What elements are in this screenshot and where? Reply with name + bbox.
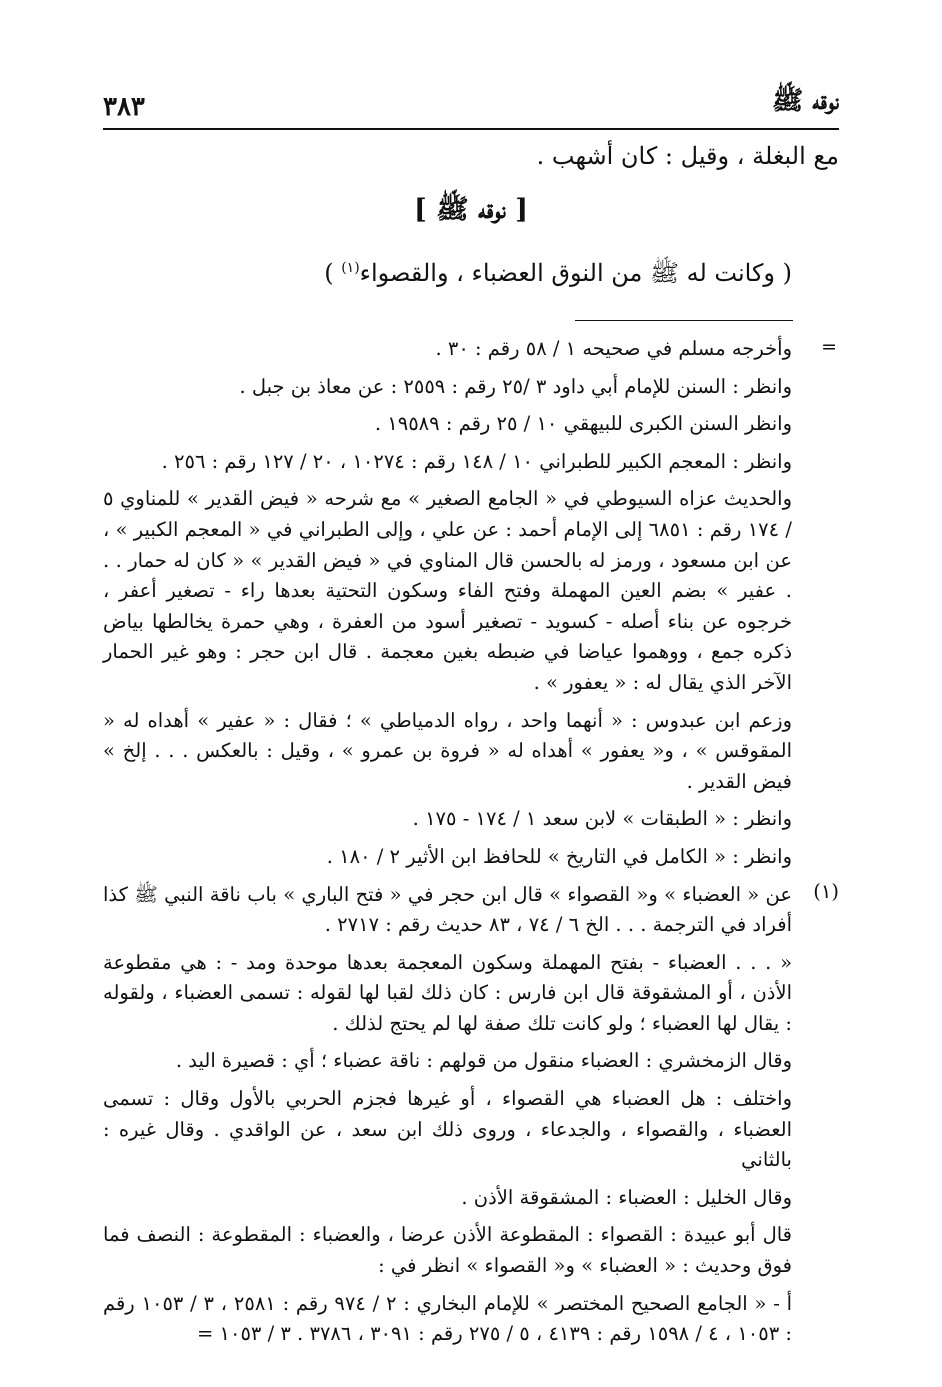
footnote-paragraph: وانظر : « الطبقات » لابن سعد ١ / ١٧٤ - ١٧٥ . [412,807,792,831]
footnote-paragraph: أ - « الجامع الصحيح المختصر » للإمام البخاري : ٢ / ٩٧٤ رقم : ٢٥٨١ ، ٣ / ١٠٥٣ رقم : ١٠٥٣ ، ٤ / ١٥٩٨ رقم : ٤١٣٩ ، ٥ / ٢٧٥ رقم : ٣٠٩١ ، ٣٧٨٦ . ٣ / ١٠٥٣ = [103,1291,792,1346]
footnote-paragraph: وقال الزمخشري : العضباء منقول من قولهم : ناقة عضباء ؛ أي : قصيرة اليد . [175,1049,792,1073]
footnote-paragraph: « . . . العضباء - بفتح المهملة وسكون المعجمة بعدها موحدة ومد - : هي مقطوعة الأذن ، أو المشقوقة قال ابن فارس : كان ذلك لقبا لها لقوله : تسمى العضباء ، ولقوله : يقال لها العضباء ؛ ولو كانت تلك صفة لها لم يحتج لذلك . [103,950,792,1035]
footnote-paragraph: وانظر : « الكامل في التاريخ » للحافظ ابن الأثير ٢ / ١٨٠ . [326,844,792,868]
main-statement [103,258,792,293]
page-header [103,80,839,130]
footnote-number: (١) [813,880,839,903]
footnote-paragraph: والحديث عزاه السيوطي في « الجامع الصغير » مع شرحه « فيض القدير » للمناوي ٥ / ١٧٤ رقم : ٦٨٥١ إلى الإمام أحمد : عن علي ، وإلى الطبراني في « المعجم الكبير » ، عن ابن مسعود ، ورمز له بالحسن قال المناوي في « فيض القدير » « كان له حمار . . . عفير » بضم العين المهملة وفتح الفاء وسكون التحتية بعدها راء - تصغير أعفر ، خرجوه عن بناء أصله - كسويد - تصغير أسود من العفرة ، وهي حمرة يخالطها بياض ذكره جمع ، ووهموا عياضا في ضبطه بغين معجمة . قال ابن حجر : وهو غير الحمار الآخر الذي يقال له : « يعفور » . [103,487,792,694]
section-heading: [ نوقه ﷺ ] [413,194,528,225]
footnote-paragraph: وانظر : السنن للإمام أبي داود ٣ /٢٥ رقم : ٢٥٥٩ : عن معاذ بن جبل . [239,374,792,398]
footnote-paragraph: وزعم ابن عبدوس : « أنهما واحد ، رواه الدمياطي » ؛ فقال : « عفير » أهداه له « المقوقس » ، و« يعفور » أهداه له « فروة بن عمرو » ، وقيل : بالعكس . . . إلخ » فيض القدير . [103,708,792,793]
footnote-paragraph: وأخرجه مسلم في صحيحه ١ / ٥٨ رقم : ٣٠ . [435,337,792,360]
footnotes-block [103,334,792,1357]
footnote-separator [575,320,793,321]
continuation-marker: = [821,336,837,358]
body-text-line: مع البغلة ، وقيل : كان أشهب . [536,142,839,170]
footnote-paragraph: وقال الخليل : العضباء : المشقوقة الأذن . [461,1185,792,1209]
statement-end: ) [324,259,342,287]
footnote-paragraph: واختلف : هل العضباء هي القصواء ، أو غيرها فجزم الحربي بالأول وقال : تسمى العضباء ، والقصواء ، والجدعاء ، وروى ذلك ابن سعد ، عن الواقدي . وقال غيره : بالثاني [103,1087,792,1172]
running-title: نوقه ﷺ [771,86,839,116]
statement-text: ( وكانت له ﷺ من النوق العضباء ، والقصواء [359,259,792,287]
footnote-paragraph: وانظر : المعجم الكبير للطبراني ١٠ / ١٤٨ رقم : ١٠٢٧٤ ، ٢٠ / ١٢٧ رقم : ٢٥٦ . [161,449,792,473]
page-number: ٣٨٣ [103,92,145,122]
footnote-reference: (١) [341,260,360,276]
footnote-paragraph: وانظر السنن الكبرى للبيهقي ١٠ / ٢٥ رقم : ١٩٥٨٩ . [374,412,792,436]
footnote-paragraph: عن « العضباء » و« القصواء » قال ابن حجر في « فتح الباري » باب ناقة النبي ﷺ كذا أفراد في الترجمة . . . الخ ٦ / ٧٤ ، ٨٣ حديث رقم : ٢٧١٧ . [103,882,792,937]
footnote-paragraph: قال أبو عبيدة : القصواء : المقطوعة الأذن عرضا ، والعضباء : المقطوعة : النصف فما فوق وحديث : « العضباء » و« القصواء » انظر في : [103,1223,792,1278]
